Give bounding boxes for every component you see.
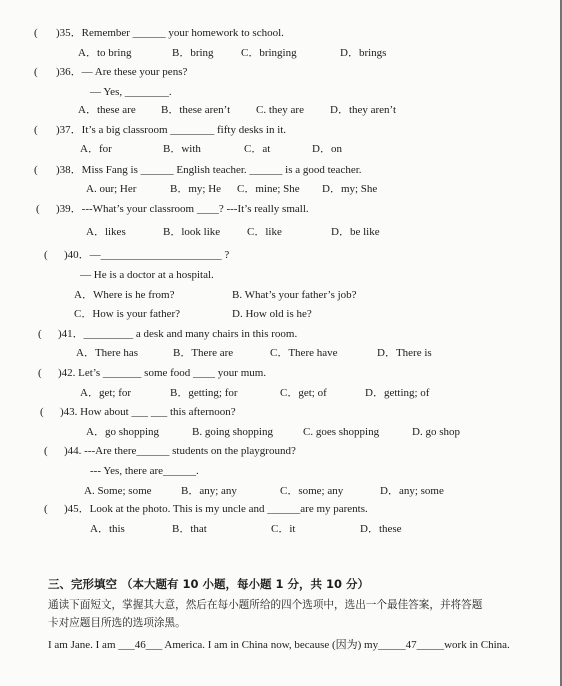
option-d: D．getting; of (365, 387, 430, 399)
option-c: C．bringing (241, 47, 297, 59)
option-a: A．to bring (78, 47, 132, 59)
answer-bracket: ( (34, 27, 38, 39)
option-b: B．these aren’t (161, 104, 231, 116)
option-b: B．look like (163, 226, 221, 238)
answer-bracket: ( (36, 203, 40, 215)
option-b: B．with (163, 143, 201, 155)
question-stem: )38．Miss Fang is ______ English teacher. ______ is a good teacher. (56, 164, 362, 176)
option-a: A．go shopping (86, 426, 160, 438)
option-b: B．getting; for (170, 387, 238, 399)
question-stem: )37．It’s a big classroom ________ fifty desks in it. (56, 124, 287, 136)
section-title: 三、完形填空 （本大题有 10 小题，每小题 1 分，共 10 分） (48, 577, 370, 591)
option-a: A．There has (76, 347, 139, 359)
option-a: A．Where is he from? (74, 289, 175, 301)
option-d: D. How old is he? (232, 308, 312, 320)
option-c: C. goes shopping (303, 426, 380, 438)
option-c: C. they are (256, 104, 304, 116)
answer-bracket: ( (44, 249, 48, 261)
question-stem: )41．_________ a desk and many chairs in this room. (58, 328, 298, 340)
answer-bracket: ( (38, 367, 42, 379)
question-stem: )40．—______________________ ? (64, 249, 230, 261)
answer-bracket: ( (34, 164, 38, 176)
option-a: A．likes (86, 226, 126, 238)
passage-text: I am Jane. I am ___46___ America. I am in China now, because (因为) my_____47_____work in China. (48, 639, 510, 651)
option-d: D．There is (377, 347, 432, 359)
question-stem: )44. ---Are there______ students on the playground? (64, 445, 296, 457)
answer-bracket: ( (40, 406, 44, 418)
option-d: D．they aren’t (330, 104, 397, 116)
section-instructions-line2: 卡对应题目所选的选项涂黑。 (48, 617, 186, 629)
answer-bracket: ( (34, 124, 38, 136)
option-d: D．brings (340, 47, 387, 59)
option-b: B．bring (172, 47, 214, 59)
option-b: B. going shopping (192, 426, 273, 438)
answer-bracket: ( (34, 66, 38, 78)
option-b: B．that (172, 523, 207, 535)
question-stem-line2: — He is a doctor at a hospital. (80, 269, 214, 281)
option-a: A. our; Her (86, 183, 137, 195)
option-d: D．my; She (322, 183, 378, 195)
option-c: C．it (271, 523, 296, 535)
option-b: B．my; He (170, 183, 222, 195)
option-a: A．these are (78, 104, 136, 116)
option-c: C．There have (270, 347, 338, 359)
section-instructions: 通读下面短文，掌握其大意，然后在每小题所给的四个选项中，选出一个最佳答案，并将答题 (48, 599, 483, 611)
option-c: C．some; any (280, 485, 344, 497)
option-c: C．like (247, 226, 282, 238)
option-b: B．There are (173, 347, 234, 359)
answer-bracket: ( (44, 503, 48, 515)
question-stem: )39．---What’s your classroom ____? ---It’s really small. (56, 203, 309, 215)
option-d: D. go shop (412, 426, 460, 438)
option-a: A．get; for (80, 387, 132, 399)
option-d: D．any; some (380, 485, 444, 497)
option-c: C．mine; She (237, 183, 300, 195)
option-a: A．this (90, 523, 125, 535)
question-stem: )42. Let’s _______ some food ____ your mum. (58, 367, 267, 379)
question-stem-line2: — Yes, ________. (90, 86, 172, 98)
option-c: C．get; of (280, 387, 327, 399)
option-b: B．any; any (181, 485, 237, 497)
question-stem: )36．— Are these your pens? (56, 66, 188, 78)
option-c: C．at (244, 143, 271, 155)
option-a: A. Some; some (84, 485, 152, 497)
question-stem: )45．Look at the photo. This is my uncle and ______are my parents. (64, 503, 368, 515)
question-stem: )35．Remember ______ your homework to school. (56, 27, 284, 39)
option-c: C．How is your father? (74, 308, 181, 320)
option-a: A．for (80, 143, 112, 155)
answer-bracket: ( (38, 328, 42, 340)
option-d: D．these (360, 523, 402, 535)
question-stem: )43. How about ___ ___ this afternoon? (60, 406, 236, 418)
option-b: B. What’s your father’s job? (232, 289, 357, 301)
answer-bracket: ( (44, 445, 48, 457)
question-stem-line2: --- Yes, there are______. (90, 465, 199, 477)
option-d: D．on (312, 143, 342, 155)
option-d: D．be like (331, 226, 380, 238)
